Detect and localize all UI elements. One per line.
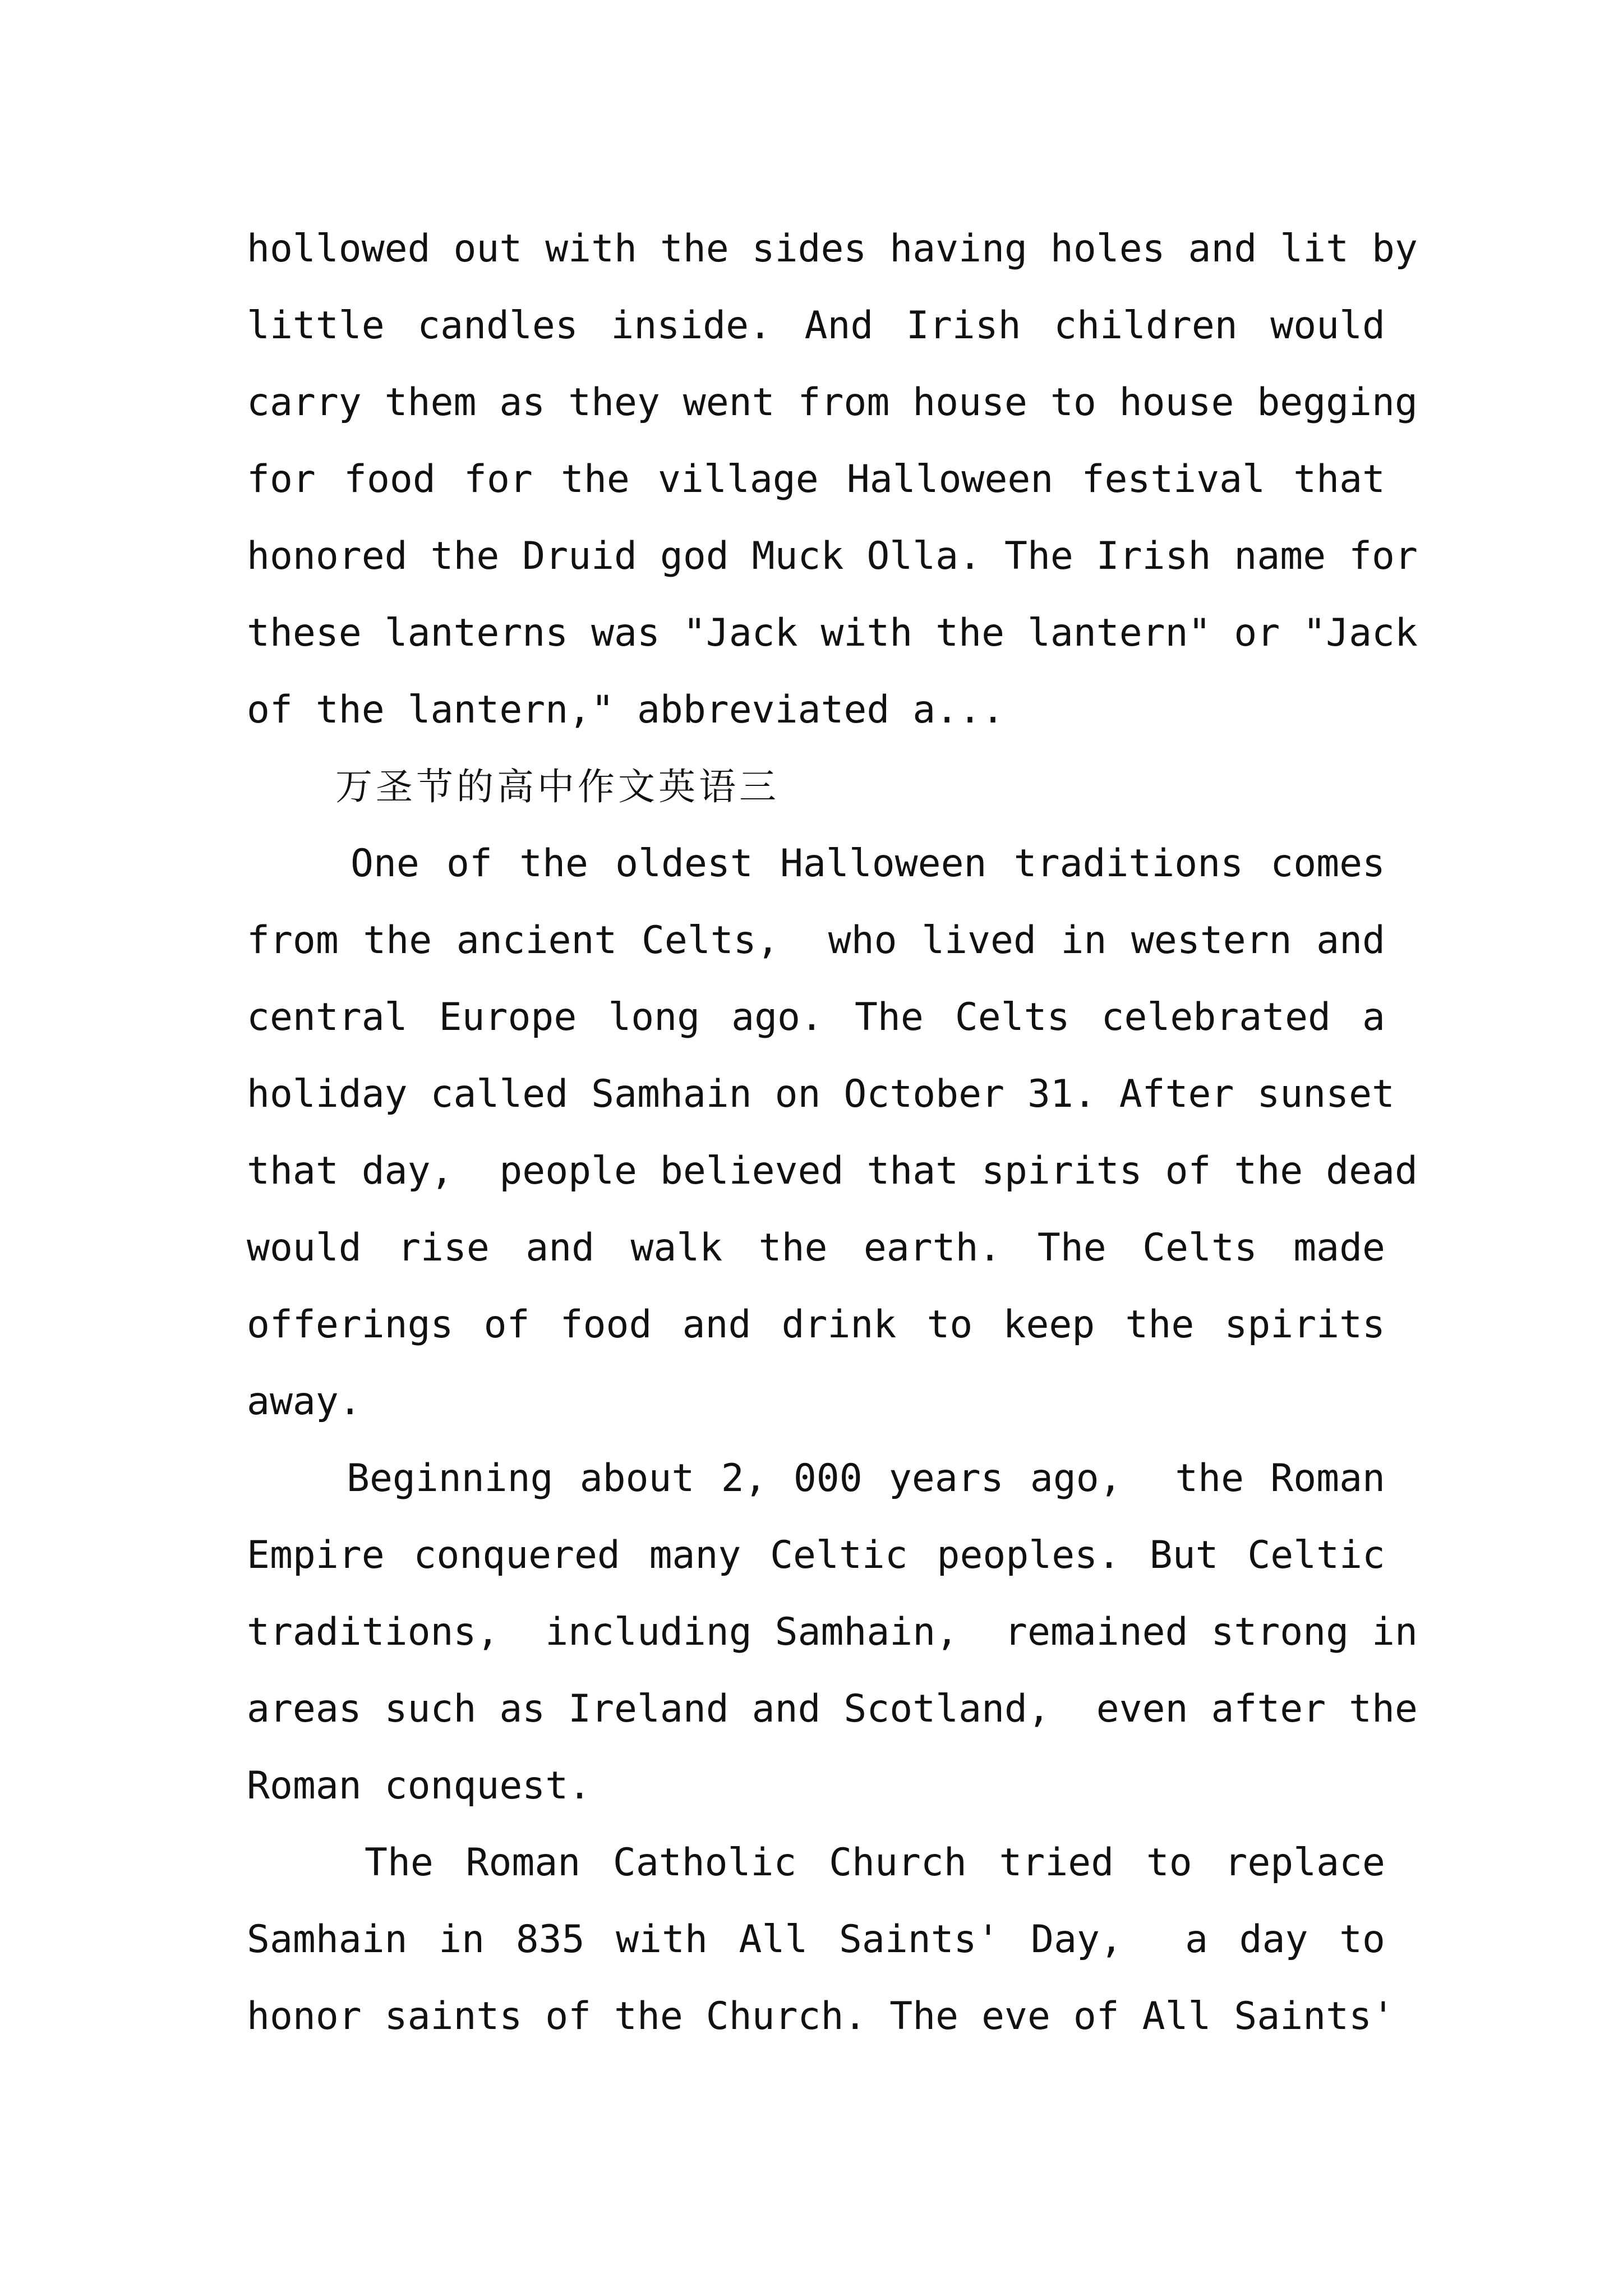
paragraph	[247, 825, 1418, 1440]
text-line: carry them as they went from house to house begging	[247, 380, 1418, 425]
text-line: these lanterns was "Jack with the lantern" or "Jack	[247, 611, 1418, 655]
text-line: hollowed out with the sides having holes and lit by	[247, 227, 1418, 271]
text-line: offerings of food and drink to keep the spirits	[247, 1303, 1385, 1347]
text-line: holiday called Samhain on October 31. After sunset	[247, 1072, 1395, 1116]
text-line: from the ancient Celts, who lived in western and	[247, 918, 1385, 963]
text-line: Samhain in 835 with All Saints' Day, a day to	[247, 1917, 1385, 1962]
text-line: that day, people believed that spirits of the dead	[247, 1149, 1418, 1193]
text-line: would rise and walk the earth. The Celts made	[247, 1226, 1385, 1270]
text-line: honored the Druid god Muck Olla. The Irish name for	[247, 534, 1418, 578]
section-heading: 万圣节的高中作文英语三	[335, 765, 780, 808]
paragraph	[247, 210, 1418, 748]
paragraph	[247, 1440, 1418, 1824]
text-line: One of the oldest Halloween traditions comes	[351, 841, 1385, 886]
text-line: traditions, including Samhain, remained strong in	[247, 1610, 1418, 1654]
text-line: The Roman Catholic Church tried to replace	[365, 1841, 1385, 1885]
text-line: Roman conquest.	[247, 1764, 592, 1808]
text-line: honor saints of the Church. The eve of All Saints'	[247, 1994, 1395, 2039]
text-line: for food for the village Halloween festival that	[247, 457, 1385, 501]
text-line: Empire conquered many Celtic peoples. But Celtic	[247, 1533, 1385, 1577]
paragraph	[247, 1824, 1395, 2055]
text-line: away.	[247, 1379, 362, 1424]
text-line: Beginning about 2, 000 years ago, the Roman	[347, 1456, 1385, 1501]
document-body	[247, 210, 1418, 2055]
text-line: little candles inside. And Irish children would	[247, 303, 1385, 348]
text-line: central Europe long ago. The Celts celebrated a	[247, 995, 1385, 1039]
text-line: of the lantern," abbreviated a...	[247, 688, 1005, 732]
text-line: areas such as Ireland and Scotland, even after the	[247, 1687, 1418, 1731]
